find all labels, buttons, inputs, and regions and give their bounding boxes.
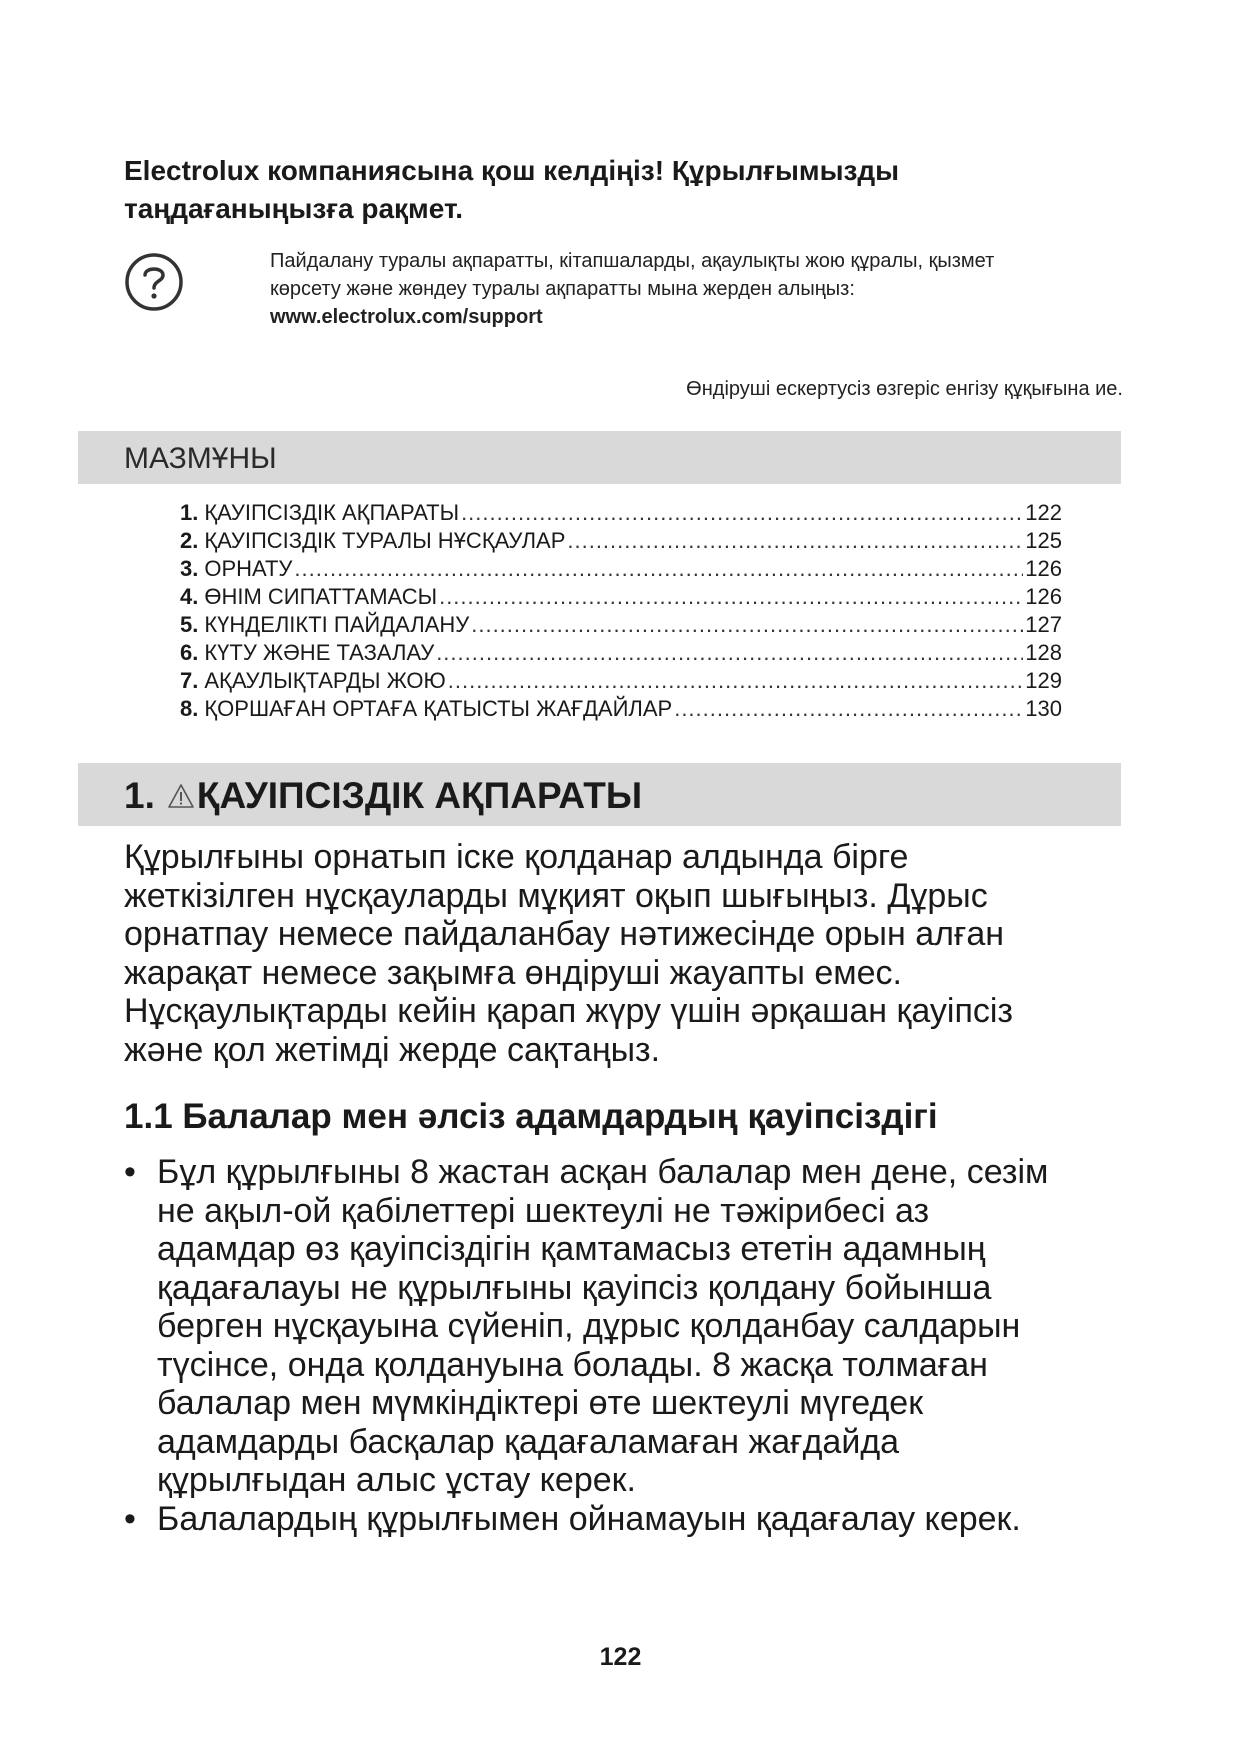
toc-item[interactable] [180,695,1062,723]
intro-line: Нұсқаулықтарды кейін қарап жүру үшін әрқашан қауіпсіз [124,992,1013,1030]
toc-item-label: ОРНАТУ [204,556,293,581]
page-number: 122 [599,1643,642,1671]
toc-item-page: 128 [1025,640,1062,665]
intro-line: жеткізілген нұсқауларды мұқият оқып шығыңыз. Дұрыс [124,876,988,915]
toc-item[interactable] [180,583,1062,611]
toc-item[interactable] [180,555,1062,583]
list-item-line: адамдар өз қауіпсіздігін қамтамасыз ететін адамның [157,1230,986,1268]
list-item-line: Балалардың құрылғымен ойнамауын қадағалау керек. [157,1499,1021,1538]
toc-title: МАЗМҰНЫ [124,442,277,475]
toc-dot-leader [448,667,1024,695]
toc-item-page: 127 [1025,612,1062,637]
bullet-dot: • [124,1499,136,1538]
toc-item-page: 129 [1025,668,1062,693]
list-item-line: балалар мен мүмкіндіктері өте шектеулі мүгедек [157,1384,924,1422]
question-circle-icon [124,252,184,312]
toc-item-label: АҚАУЛЫҚТАРДЫ ЖОЮ [204,668,446,693]
section-title [124,775,642,817]
toc-dot-leader [567,527,1023,555]
section-title-text: ҚАУІПСІЗДІК АҚПАРАТЫ [196,775,643,816]
warning-triangle-icon [167,783,195,809]
welcome-heading [124,152,1084,228]
list-item-line: түсінсе, онда қолдануына болады. 8 жасқа толмаған [157,1345,988,1384]
toc-item[interactable] [180,611,1062,639]
list-item-line: қадағалауы не құрылғыны қауіпсіз қолдану бойынша [157,1268,992,1307]
support-info-line-2: көрсету және жөндеу туралы ақпаратты мына жерден алыңыз: [270,278,855,300]
toc-item-number: 3. [180,556,199,581]
support-url-link[interactable]: www.electrolux.com/support [270,306,543,328]
toc-item-number: 1. [180,500,199,525]
toc-item-number: 6. [180,640,199,665]
section-header-bar [78,763,1121,826]
support-info-line-1: Пайдалану туралы ақпаратты, кітапшаларды, ақаулықты жою құралы, қызмет [270,250,995,272]
table-of-contents [180,499,1062,723]
list-item-line: құрылғыдан алыс ұстау керек. [157,1461,636,1499]
intro-paragraph [124,838,1114,1069]
list-item-line: не ақыл-ой қабілеттері шектеулі не тәжірибесі аз [157,1191,930,1230]
toc-item-page: 122 [1025,500,1062,525]
toc-item[interactable] [180,499,1062,527]
manufacturer-note: Өндіруші ескертусіз өзгеріс енгізу құқығына ие. [686,378,1123,400]
toc-dot-leader [294,555,1023,583]
toc-item-label: КҮТУ ЖӘНЕ ТАЗАЛАУ [204,640,435,665]
toc-item-number: 4. [180,584,199,609]
list-item [124,1500,1124,1539]
toc-item-number: 5. [180,612,199,637]
bullet-dot: • [124,1153,136,1191]
toc-dot-leader [471,611,1023,639]
list-item-line: берген нұсқауына сүйеніп, дұрыс қолданбау салдарын [157,1307,1021,1345]
toc-dot-leader [461,499,1023,527]
intro-line: және қол жетімді жерде сақтаңыз. [124,1030,661,1069]
toc-header-bar [78,431,1121,484]
toc-item-page: 125 [1025,528,1062,553]
toc-item[interactable] [180,527,1062,555]
support-info [270,247,1130,331]
toc-item-number: 2. [180,528,199,553]
subsection-title: 1.1 Балалар мен әлсіз адамдардың қауіпсіздігі [124,1097,938,1136]
toc-item-number: 7. [180,668,199,693]
toc-item-label: ҚАУІПСІЗДІК ТУРАЛЫ НҰСҚАУЛАР [204,528,566,553]
section-number: 1. [124,775,155,816]
toc-item-label: КҮНДЕЛІКТІ ПАЙДАЛАНУ [204,612,470,637]
toc-item-label: ҚАУІПСІЗДІК АҚПАРАТЫ [204,500,460,525]
intro-line: жарақат немесе зақымға өндіруші жауапты емес. [124,953,902,992]
toc-item-page: 130 [1025,696,1062,721]
toc-dot-leader [436,639,1023,667]
toc-item-label: ҚОРШАҒАН ОРТАҒА ҚАТЫСТЫ ЖАҒДАЙЛАР [204,696,673,721]
list-item-line: адамдарды басқалар қадағаламаған жағдайда [157,1422,900,1461]
list-item-line: Бұл құрылғыны 8 жастан асқан балалар мен дене, сезім [157,1153,1049,1191]
intro-line: Құрылғыны орнатып іске қолданар алдында бірге [124,838,909,876]
toc-item-page: 126 [1025,556,1062,581]
toc-item[interactable] [180,667,1062,695]
toc-item[interactable] [180,639,1062,667]
toc-dot-leader [674,695,1023,723]
list-item [124,1153,1124,1500]
toc-item-page: 126 [1025,584,1062,609]
toc-item-number: 8. [180,696,199,721]
welcome-line-2: таңдағаныңызға рақмет. [124,193,463,224]
toc-item-label: ӨНІМ СИПАТТАМАСЫ [204,584,438,609]
toc-dot-leader [439,583,1023,611]
bullet-list [124,1153,1124,1538]
welcome-line-1: Electrolux компаниясына қош келдіңіз! Құрылғымызды [124,155,900,186]
intro-line: орнатпау немесе пайдаланбау нәтижесінде орын алған [124,915,1005,953]
